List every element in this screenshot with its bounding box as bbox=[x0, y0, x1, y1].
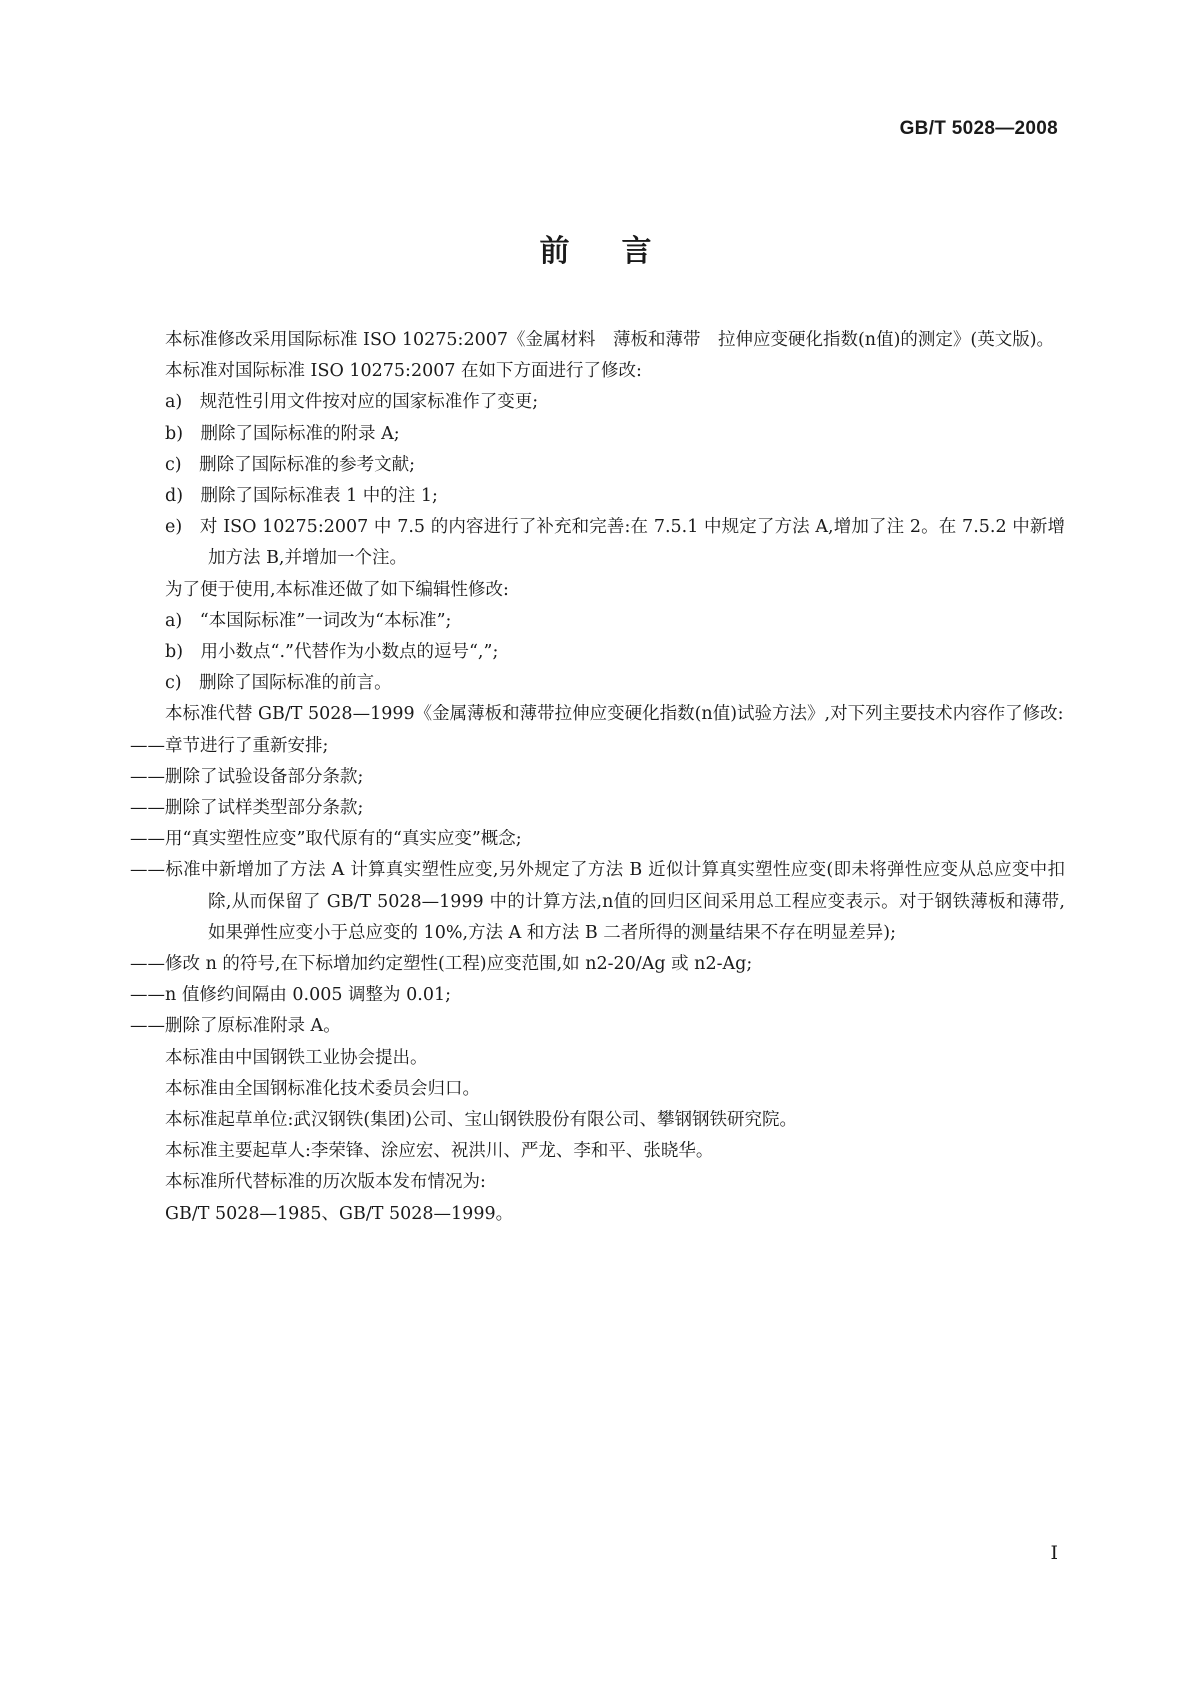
document-body bbox=[130, 325, 1065, 1230]
paragraph-drafting-units: 本标准起草单位:武汉钢铁(集团)公司、宝山钢铁股份有限公司、攀钢钢铁研究院。 bbox=[165, 1110, 798, 1131]
dash-list-item: ——标准中新增加了方法 A 计算真实塑性应变,另外规定了方法 B 近似计算真实塑性应变(即未将弹性应变从总应变中扣除,从而保留了 GB/T 5028—1999 中的计算方法,n值的回归区间采用总工程应变表示。对于钢铁薄板和薄带,如果弹性应变小于总应变的 10%,方法 A 和方法 B 二者所得的测量结果不存在明显差异); bbox=[130, 860, 1065, 943]
paragraph-committee: 本标准由全国钢标准化技术委员会归口。 bbox=[165, 1078, 480, 1099]
list-item: c) 删除了国际标准的参考文献; bbox=[165, 454, 416, 475]
paragraph-editorial-intro: 为了便于使用,本标准还做了如下编辑性修改: bbox=[165, 579, 509, 600]
paragraph-drafters: 本标准主要起草人:李荣锋、涂应宏、祝洪川、严龙、李和平、张晓华。 bbox=[165, 1141, 714, 1162]
paragraph-replacement: 本标准代替 GB/T 5028—1999《金属薄板和薄带拉伸应变硬化指数(n值)试验方法》,对下列主要技术内容作了修改: bbox=[165, 704, 1064, 725]
page-number: I bbox=[1050, 1542, 1058, 1564]
list-item: a) 规范性引用文件按对应的国家标准作了变更; bbox=[165, 392, 539, 413]
paragraph-modifications-intro: 本标准对国际标准 ISO 10275:2007 在如下方面进行了修改: bbox=[165, 361, 642, 382]
dash-list-item: ——删除了试样类型部分条款; bbox=[130, 798, 364, 819]
list-item: d) 删除了国际标准表 1 中的注 1; bbox=[165, 486, 438, 507]
paragraph-history-versions: GB/T 5028—1985、GB/T 5028—1999。 bbox=[165, 1203, 514, 1224]
dash-list-item: ——修改 n 的符号,在下标增加约定塑性(工程)应变范围,如 n2-20/Ag 或 n2-Ag; bbox=[130, 954, 753, 975]
list-item: a) “本国际标准”一词改为“本标准”; bbox=[165, 610, 452, 631]
list-item: e) 对 ISO 10275:2007 中 7.5 的内容进行了补充和完善:在 7.5.1 中规定了方法 A,增加了注 2。在 7.5.2 中新增加方法 B,并增加一个注。 bbox=[165, 517, 1065, 569]
list-item: b) 用小数点“.”代替作为小数点的逗号“,”; bbox=[165, 642, 499, 663]
paragraph-adoption: 本标准修改采用国际标准 ISO 10275:2007《金属材料 薄板和薄带 拉伸应变硬化指数(n值)的测定》(英文版)。 bbox=[165, 330, 1055, 350]
list-item: b) 删除了国际标准的附录 A; bbox=[165, 423, 400, 444]
dash-list-item: ——章节进行了重新安排; bbox=[130, 735, 329, 756]
list-item: c) 删除了国际标准的前言。 bbox=[165, 673, 392, 694]
dash-list-item: ——删除了原标准附录 A。 bbox=[130, 1016, 341, 1037]
page-title: 前言 bbox=[539, 234, 704, 269]
paragraph-history-intro: 本标准所代替标准的历次版本发布情况为: bbox=[165, 1172, 486, 1193]
dash-list-item: ——删除了试验设备部分条款; bbox=[130, 766, 364, 787]
paragraph-proposer: 本标准由中国钢铁工业协会提出。 bbox=[165, 1047, 428, 1068]
dash-list-item: ——n 值修约间隔由 0.005 调整为 0.01; bbox=[130, 985, 451, 1006]
standard-code: GB/T 5028—2008 bbox=[899, 118, 1058, 139]
dash-list-item: ——用“真实塑性应变”取代原有的“真实应变”概念; bbox=[130, 829, 522, 850]
